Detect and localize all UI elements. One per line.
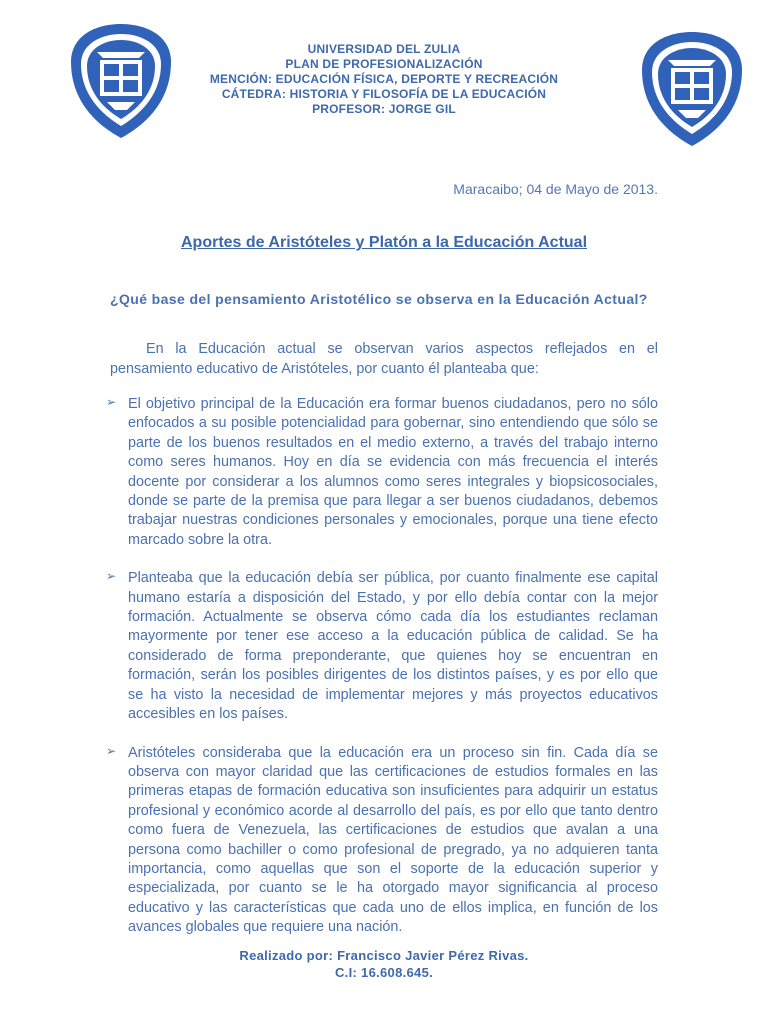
bullet-text: Aristóteles consideraba que la educación era un proceso sin fin. Cada día se observa con mayor claridad que las certificaciones de estudios formales en las primeras etapas de formación educativa son insuficientes para adquirir un estatus profesional y económico acorde al desarrollo del país, es por ello que tanto dentro como fuera de Venezuela, las certificaciones de estudios que avalan a una persona como bachiller o como profesional de pregrado, ya no adquieren tanta importancia, como aquellas que son el soporte de la educación superior y especializada, por cuanto se le ha otorgado mayor significancia al proceso educativo y las características que cada uno de ellos implica, en función de los avances globales que requiere una nación.	[128, 744, 658, 936]
document-header	[150, 42, 618, 117]
bullet-list	[108, 395, 658, 938]
question-heading: ¿Qué base del pensamiento Aristotélico se observa en la Educación Actual?	[110, 291, 648, 307]
intro-paragraph: En la Educación actual se observan varios aspectos reflejados en el pensamiento educativo de Aristóteles, por cuanto él planteaba que:	[110, 341, 658, 377]
document-date: Maracaibo; 04 de Mayo de 2013.	[453, 181, 658, 197]
signature-block	[0, 947, 768, 981]
header-mention: MENCIÓN: EDUCACIÓN FÍSICA, DEPORTE Y RECREACIÓN	[209, 72, 559, 86]
list-item	[108, 569, 658, 724]
arrow-bullet-icon: ➢	[106, 395, 117, 409]
arrow-bullet-icon: ➢	[106, 569, 117, 584]
university-seal-right	[638, 30, 746, 148]
signature-id: C.I: 16.608.645.	[334, 965, 434, 980]
arrow-bullet-icon: ➢	[106, 743, 117, 758]
header-program: PLAN DE PROFESIONALIZACIÓN	[285, 57, 483, 71]
document-title: Aportes de Aristóteles y Platón a la Educación Actual	[180, 234, 588, 251]
list-item	[108, 395, 658, 550]
header-course: CÁTEDRA: HISTORIA Y FILOSOFÍA DE LA EDUCACIÓN	[221, 87, 547, 101]
header-university: UNIVERSIDAD DEL ZULIA	[307, 42, 461, 56]
list-item	[108, 744, 658, 938]
signature-author: Realizado por: Francisco Javier Pérez Rivas.	[239, 948, 529, 963]
bullet-text: Planteaba que la educación debía ser pública, por cuanto finalmente ese capital humano estaría a disposición del Estado, y por ello debía contar con la mejor formación. Actualmente se observa cómo cada día los estudiantes reclaman mayormente por tener ese acceso a la educación pública de calidad. Se ha considerado de forma preponderante, que quienes hoy se encuentran en formación, serán los posibles dirigentes de los distintos países, y es por ello que se ha visto la necesidad de implementar mejores y más proyectos educativos accesibles en los países.	[128, 570, 658, 723]
bullet-text: El objetivo principal de la Educación era formar buenos ciudadanos, pero no sólo enfocados a su posible potencialidad para gobernar, sino entendiendo que sólo se parte de los buenos resultados en el medio externo, a través del trabajo interno como seres humanos. Hoy en día se evidencia con más frecuencia el interés docente por considerar a los alumnos como seres integrales y biopsicosociales, donde se parte de la premisa que para llegar a ser buenos ciudadanos, debemos trabajar nuestras condiciones personales y emocionales, porque una tiene efecto marcado sobre la otra.	[128, 396, 658, 548]
header-professor: PROFESOR: JORGE GIL	[312, 102, 456, 116]
